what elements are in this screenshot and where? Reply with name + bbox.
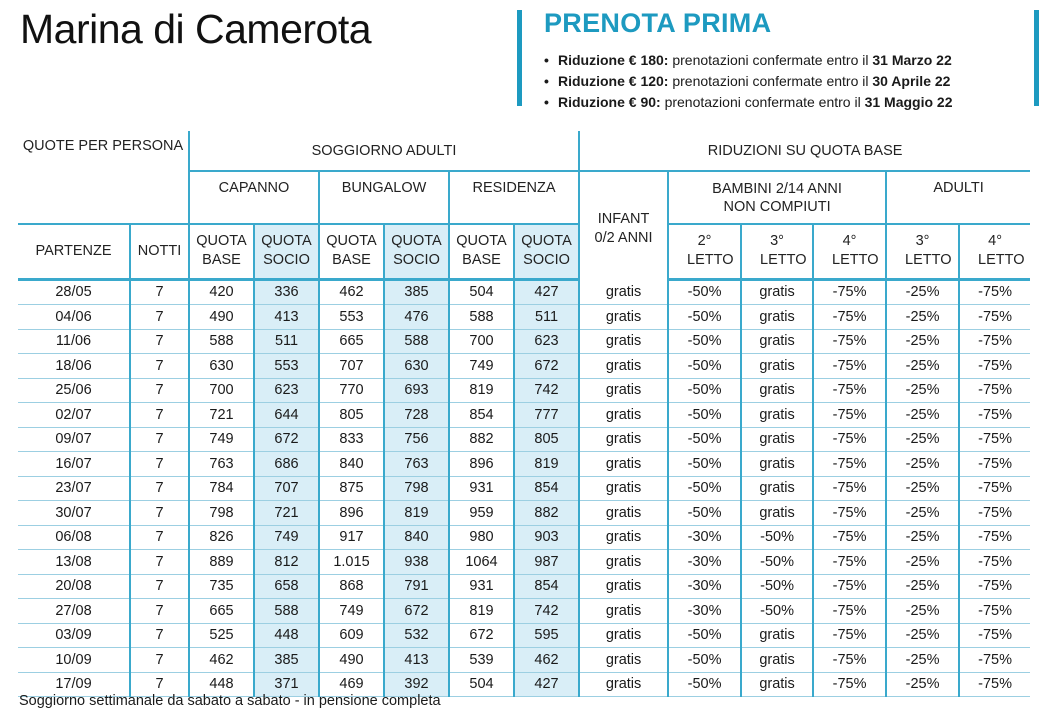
footer-note: Soggiorno settimanale da sabato a sabato - in pensione completa [19, 693, 441, 709]
cell-partenza: 06/08 [18, 525, 130, 550]
cell-bungalow-base: 490 [319, 648, 384, 673]
cell-partenza: 30/07 [18, 501, 130, 526]
cell-adulti-3-letto: -25% [886, 525, 959, 550]
cell-capanno-base: 525 [189, 623, 254, 648]
cell-residenza-base: 700 [449, 329, 514, 354]
cell-adulti-3-letto: -25% [886, 550, 959, 575]
cell-bambini-4-letto: -75% [813, 427, 886, 452]
cell-adulti-3-letto: -25% [886, 354, 959, 379]
cell-capanno-base: 784 [189, 476, 254, 501]
cell-bambini-4-letto: -75% [813, 648, 886, 673]
cell-capanno-socio: 812 [254, 550, 319, 575]
cell-capanno-socio: 588 [254, 599, 319, 624]
cell-infant: gratis [579, 672, 668, 697]
cell-infant: gratis [579, 452, 668, 477]
cell-infant: gratis [579, 648, 668, 673]
cell-bambini-2-letto: -50% [668, 672, 741, 697]
cell-bambini-2-letto: -30% [668, 550, 741, 575]
cell-capanno-socio: 385 [254, 648, 319, 673]
promo-item [544, 50, 953, 71]
cell-bambini-4-letto: -75% [813, 550, 886, 575]
cell-partenza: 20/08 [18, 574, 130, 599]
cell-residenza-socio: 882 [514, 501, 579, 526]
cell-bungalow-socio: 756 [384, 427, 449, 452]
cell-bungalow-base: 875 [319, 476, 384, 501]
cell-bambini-3-letto: gratis [741, 305, 813, 330]
cell-bungalow-socio: 413 [384, 648, 449, 673]
header-soggiorno-adulti: SOGGIORNO ADULTI [189, 131, 579, 171]
header-capanno: CAPANNO [189, 171, 319, 224]
promo-date: 31 Marzo 22 [872, 52, 952, 68]
cell-residenza-base: 931 [449, 574, 514, 599]
cell-residenza-socio: 623 [514, 329, 579, 354]
header-bambini-2-letto: 2° LETTO [668, 224, 741, 279]
cell-infant: gratis [579, 550, 668, 575]
cell-capanno-base: 826 [189, 525, 254, 550]
cell-adulti-3-letto: -25% [886, 501, 959, 526]
cell-bungalow-socio: 763 [384, 452, 449, 477]
cell-bambini-3-letto: gratis [741, 279, 813, 305]
cell-adulti-3-letto: -25% [886, 648, 959, 673]
cell-bambini-4-letto: -75% [813, 525, 886, 550]
cell-bambini-4-letto: -75% [813, 501, 886, 526]
cell-capanno-socio: 553 [254, 354, 319, 379]
cell-residenza-base: 931 [449, 476, 514, 501]
cell-adulti-4-letto: -75% [959, 427, 1030, 452]
cell-bambini-2-letto: -50% [668, 501, 741, 526]
cell-residenza-socio: 805 [514, 427, 579, 452]
cell-partenza: 18/06 [18, 354, 130, 379]
cell-partenza: 11/06 [18, 329, 130, 354]
cell-bambini-2-letto: -50% [668, 378, 741, 403]
cell-bambini-3-letto: gratis [741, 672, 813, 697]
cell-bungalow-base: 665 [319, 329, 384, 354]
cell-bambini-4-letto: -75% [813, 623, 886, 648]
cell-adulti-4-letto: -75% [959, 403, 1030, 428]
header-adulti: ADULTI [886, 171, 1030, 224]
cell-adulti-4-letto: -75% [959, 599, 1030, 624]
cell-notti: 7 [130, 574, 189, 599]
cell-bungalow-socio: 728 [384, 403, 449, 428]
cell-residenza-socio: 595 [514, 623, 579, 648]
header-capanno-socio: QUOTA SOCIO [254, 224, 319, 279]
cell-bambini-2-letto: -50% [668, 476, 741, 501]
cell-capanno-socio: 413 [254, 305, 319, 330]
cell-adulti-4-letto: -75% [959, 501, 1030, 526]
cell-residenza-base: 1064 [449, 550, 514, 575]
cell-notti: 7 [130, 452, 189, 477]
cell-capanno-socio: 672 [254, 427, 319, 452]
cell-capanno-base: 721 [189, 403, 254, 428]
cell-bambini-3-letto: gratis [741, 476, 813, 501]
cell-capanno-base: 420 [189, 279, 254, 305]
cell-residenza-socio: 903 [514, 525, 579, 550]
header-bungalow: BUNGALOW [319, 171, 449, 224]
promo-text: prenotazioni confermate entro il [668, 73, 873, 89]
cell-bambini-4-letto: -75% [813, 305, 886, 330]
cell-capanno-base: 735 [189, 574, 254, 599]
cell-residenza-base: 882 [449, 427, 514, 452]
promo-label: Riduzione € 120: [558, 73, 669, 89]
cell-capanno-base: 490 [189, 305, 254, 330]
cell-bungalow-socio: 672 [384, 599, 449, 624]
cell-residenza-socio: 742 [514, 599, 579, 624]
cell-residenza-base: 539 [449, 648, 514, 673]
table-row [18, 550, 1030, 575]
cell-notti: 7 [130, 329, 189, 354]
cell-capanno-socio: 686 [254, 452, 319, 477]
cell-residenza-socio: 854 [514, 476, 579, 501]
table-row [18, 305, 1030, 330]
cell-notti: 7 [130, 550, 189, 575]
cell-bambini-2-letto: -50% [668, 354, 741, 379]
table-row [18, 476, 1030, 501]
cell-residenza-socio: 854 [514, 574, 579, 599]
cell-residenza-base: 504 [449, 279, 514, 305]
cell-bungalow-socio: 588 [384, 329, 449, 354]
cell-infant: gratis [579, 403, 668, 428]
cell-bungalow-socio: 476 [384, 305, 449, 330]
cell-residenza-base: 896 [449, 452, 514, 477]
cell-bungalow-base: 833 [319, 427, 384, 452]
cell-capanno-base: 462 [189, 648, 254, 673]
cell-adulti-4-letto: -75% [959, 476, 1030, 501]
cell-bungalow-base: 462 [319, 279, 384, 305]
cell-bungalow-base: 770 [319, 378, 384, 403]
table-row [18, 378, 1030, 403]
cell-bambini-2-letto: -50% [668, 452, 741, 477]
table-row [18, 279, 1030, 305]
cell-bambini-2-letto: -50% [668, 279, 741, 305]
cell-bungalow-socio: 392 [384, 672, 449, 697]
cell-adulti-3-letto: -25% [886, 427, 959, 452]
cell-notti: 7 [130, 279, 189, 305]
table-row [18, 452, 1030, 477]
cell-adulti-4-letto: -75% [959, 648, 1030, 673]
table-row [18, 329, 1030, 354]
cell-capanno-socio: 749 [254, 525, 319, 550]
header-bambini-4-letto: 4° LETTO [813, 224, 886, 279]
bullet-icon: • [544, 73, 549, 89]
cell-bambini-4-letto: -75% [813, 476, 886, 501]
cell-bungalow-socio: 791 [384, 574, 449, 599]
cell-bungalow-socio: 385 [384, 279, 449, 305]
cell-capanno-base: 665 [189, 599, 254, 624]
cell-infant: gratis [579, 501, 668, 526]
cell-adulti-4-letto: -75% [959, 354, 1030, 379]
cell-adulti-3-letto: -25% [886, 378, 959, 403]
cell-bambini-3-letto: -50% [741, 599, 813, 624]
promo-item [544, 71, 953, 92]
cell-notti: 7 [130, 648, 189, 673]
cell-bambini-3-letto: gratis [741, 427, 813, 452]
cell-capanno-socio: 658 [254, 574, 319, 599]
promo-heading: PRENOTA PRIMA [544, 8, 772, 38]
header-adulti-4-letto: 4° LETTO [959, 224, 1030, 279]
cell-capanno-base: 630 [189, 354, 254, 379]
table-row [18, 525, 1030, 550]
cell-bungalow-base: 469 [319, 672, 384, 697]
header-adulti-3-letto: 3° LETTO [886, 224, 959, 279]
cell-partenza: 23/07 [18, 476, 130, 501]
cell-capanno-base: 763 [189, 452, 254, 477]
cell-bungalow-base: 1.015 [319, 550, 384, 575]
cell-bungalow-base: 917 [319, 525, 384, 550]
table-row [18, 501, 1030, 526]
cell-partenza: 16/07 [18, 452, 130, 477]
table-row [18, 354, 1030, 379]
cell-residenza-socio: 777 [514, 403, 579, 428]
table-row [18, 403, 1030, 428]
cell-capanno-socio: 707 [254, 476, 319, 501]
bullet-icon: • [544, 52, 549, 68]
cell-adulti-3-letto: -25% [886, 452, 959, 477]
cell-partenza: 25/06 [18, 378, 130, 403]
header-riduzioni: RIDUZIONI SU QUOTA BASE [579, 131, 1030, 171]
cell-capanno-socio: 371 [254, 672, 319, 697]
cell-bambini-3-letto: gratis [741, 329, 813, 354]
table-row [18, 623, 1030, 648]
cell-partenza: 17/09 [18, 672, 130, 697]
cell-adulti-3-letto: -25% [886, 305, 959, 330]
cell-bambini-3-letto: -50% [741, 525, 813, 550]
cell-capanno-socio: 721 [254, 501, 319, 526]
table-row [18, 427, 1030, 452]
cell-adulti-4-letto: -75% [959, 305, 1030, 330]
cell-adulti-4-letto: -75% [959, 550, 1030, 575]
promo-label: Riduzione € 180: [558, 52, 669, 68]
cell-notti: 7 [130, 305, 189, 330]
cell-notti: 7 [130, 525, 189, 550]
cell-bambini-4-letto: -75% [813, 452, 886, 477]
cell-bambini-2-letto: -50% [668, 305, 741, 330]
cell-residenza-base: 672 [449, 623, 514, 648]
cell-adulti-3-letto: -25% [886, 476, 959, 501]
cell-notti: 7 [130, 599, 189, 624]
cell-bungalow-socio: 630 [384, 354, 449, 379]
cell-bambini-3-letto: gratis [741, 623, 813, 648]
cell-partenza: 13/08 [18, 550, 130, 575]
cell-residenza-socio: 427 [514, 279, 579, 305]
header-bungalow-socio: QUOTA SOCIO [384, 224, 449, 279]
cell-bambini-2-letto: -30% [668, 599, 741, 624]
cell-bambini-3-letto: gratis [741, 378, 813, 403]
cell-partenza: 02/07 [18, 403, 130, 428]
cell-bungalow-base: 609 [319, 623, 384, 648]
cell-notti: 7 [130, 403, 189, 428]
cell-bambini-2-letto: -30% [668, 574, 741, 599]
cell-partenza: 03/09 [18, 623, 130, 648]
cell-bungalow-socio: 840 [384, 525, 449, 550]
cell-infant: gratis [579, 378, 668, 403]
cell-adulti-3-letto: -25% [886, 599, 959, 624]
cell-adulti-4-letto: -75% [959, 329, 1030, 354]
cell-bambini-4-letto: -75% [813, 403, 886, 428]
cell-bungalow-socio: 938 [384, 550, 449, 575]
cell-residenza-socio: 672 [514, 354, 579, 379]
cell-bungalow-socio: 798 [384, 476, 449, 501]
cell-bungalow-base: 749 [319, 599, 384, 624]
header-quote-per-persona: QUOTE PER PERSONA [22, 138, 184, 154]
cell-partenza: 04/06 [18, 305, 130, 330]
cell-residenza-base: 819 [449, 599, 514, 624]
cell-bambini-3-letto: -50% [741, 550, 813, 575]
header-bambini-3-letto: 3° LETTO [741, 224, 813, 279]
cell-capanno-socio: 511 [254, 329, 319, 354]
promo-text: prenotazioni confermate entro il [668, 52, 873, 68]
cell-infant: gratis [579, 305, 668, 330]
cell-infant: gratis [579, 476, 668, 501]
price-table [18, 131, 1030, 697]
cell-residenza-base: 749 [449, 354, 514, 379]
promo-list [544, 50, 953, 113]
cell-residenza-base: 504 [449, 672, 514, 697]
cell-notti: 7 [130, 427, 189, 452]
cell-capanno-base: 700 [189, 378, 254, 403]
cell-residenza-socio: 511 [514, 305, 579, 330]
cell-bungalow-socio: 693 [384, 378, 449, 403]
cell-bungalow-socio: 532 [384, 623, 449, 648]
header-capanno-base: QUOTA BASE [189, 224, 254, 279]
cell-bungalow-base: 707 [319, 354, 384, 379]
cell-notti: 7 [130, 378, 189, 403]
cell-residenza-socio: 742 [514, 378, 579, 403]
cell-bambini-4-letto: -75% [813, 672, 886, 697]
cell-infant: gratis [579, 279, 668, 305]
cell-capanno-socio: 448 [254, 623, 319, 648]
promo-item [544, 92, 953, 113]
page-title: Marina di Camerota [20, 6, 372, 52]
cell-adulti-4-letto: -75% [959, 525, 1030, 550]
cell-bambini-4-letto: -75% [813, 378, 886, 403]
cell-capanno-socio: 644 [254, 403, 319, 428]
cell-notti: 7 [130, 354, 189, 379]
cell-notti: 7 [130, 501, 189, 526]
promo-label: Riduzione € 90: [558, 94, 661, 110]
cell-infant: gratis [579, 599, 668, 624]
cell-capanno-socio: 623 [254, 378, 319, 403]
cell-capanno-base: 749 [189, 427, 254, 452]
cell-bambini-2-letto: -50% [668, 623, 741, 648]
cell-bambini-4-letto: -75% [813, 279, 886, 305]
cell-infant: gratis [579, 354, 668, 379]
cell-bambini-2-letto: -50% [668, 648, 741, 673]
cell-capanno-socio: 336 [254, 279, 319, 305]
cell-residenza-socio: 462 [514, 648, 579, 673]
cell-residenza-socio: 427 [514, 672, 579, 697]
cell-bambini-3-letto: gratis [741, 452, 813, 477]
cell-notti: 7 [130, 623, 189, 648]
header-residenza-base: QUOTA BASE [449, 224, 514, 279]
cell-bambini-4-letto: -75% [813, 354, 886, 379]
cell-infant: gratis [579, 329, 668, 354]
cell-residenza-socio: 819 [514, 452, 579, 477]
cell-adulti-4-letto: -75% [959, 279, 1030, 305]
cell-residenza-socio: 987 [514, 550, 579, 575]
table-row [18, 574, 1030, 599]
cell-bungalow-base: 805 [319, 403, 384, 428]
cell-infant: gratis [579, 525, 668, 550]
cell-bambini-3-letto: gratis [741, 354, 813, 379]
cell-bambini-3-letto: gratis [741, 648, 813, 673]
cell-adulti-3-letto: -25% [886, 672, 959, 697]
cell-residenza-base: 959 [449, 501, 514, 526]
cell-bambini-3-letto: gratis [741, 501, 813, 526]
promo-date: 30 Aprile 22 [872, 73, 951, 89]
cell-notti: 7 [130, 672, 189, 697]
cell-capanno-base: 798 [189, 501, 254, 526]
cell-capanno-base: 889 [189, 550, 254, 575]
cell-adulti-3-letto: -25% [886, 329, 959, 354]
cell-bambini-2-letto: -50% [668, 403, 741, 428]
cell-partenza: 10/09 [18, 648, 130, 673]
cell-adulti-3-letto: -25% [886, 279, 959, 305]
cell-partenza: 09/07 [18, 427, 130, 452]
cell-adulti-4-letto: -75% [959, 623, 1030, 648]
promo-date: 31 Maggio 22 [864, 94, 953, 110]
cell-bungalow-base: 896 [319, 501, 384, 526]
cell-bungalow-base: 868 [319, 574, 384, 599]
header-infant: INFANT 0/2 ANNI [579, 171, 668, 279]
cell-bambini-3-letto: gratis [741, 403, 813, 428]
header-bungalow-base: QUOTA BASE [319, 224, 384, 279]
cell-adulti-3-letto: -25% [886, 623, 959, 648]
cell-bungalow-base: 553 [319, 305, 384, 330]
cell-capanno-base: 448 [189, 672, 254, 697]
cell-bambini-2-letto: -50% [668, 329, 741, 354]
cell-adulti-3-letto: -25% [886, 403, 959, 428]
cell-infant: gratis [579, 623, 668, 648]
cell-infant: gratis [579, 427, 668, 452]
cell-adulti-4-letto: -75% [959, 452, 1030, 477]
cell-residenza-base: 980 [449, 525, 514, 550]
cell-bambini-4-letto: -75% [813, 599, 886, 624]
cell-bambini-4-letto: -75% [813, 574, 886, 599]
cell-partenza: 27/08 [18, 599, 130, 624]
cell-residenza-base: 854 [449, 403, 514, 428]
cell-bungalow-base: 840 [319, 452, 384, 477]
promo-box [517, 8, 1039, 110]
cell-residenza-base: 588 [449, 305, 514, 330]
cell-bambini-3-letto: -50% [741, 574, 813, 599]
cell-adulti-4-letto: -75% [959, 672, 1030, 697]
cell-bungalow-socio: 819 [384, 501, 449, 526]
bullet-icon: • [544, 94, 549, 110]
cell-adulti-4-letto: -75% [959, 378, 1030, 403]
cell-bambini-2-letto: -30% [668, 525, 741, 550]
cell-bambini-2-letto: -50% [668, 427, 741, 452]
cell-partenza: 28/05 [18, 279, 130, 305]
header-residenza-socio: QUOTA SOCIO [514, 224, 579, 279]
cell-infant: gratis [579, 574, 668, 599]
cell-residenza-base: 819 [449, 378, 514, 403]
header-residenza: RESIDENZA [449, 171, 579, 224]
header-notti: NOTTI [130, 224, 189, 279]
cell-bambini-4-letto: -75% [813, 329, 886, 354]
price-rows [18, 279, 1030, 697]
cell-adulti-3-letto: -25% [886, 574, 959, 599]
table-row [18, 648, 1030, 673]
cell-capanno-base: 588 [189, 329, 254, 354]
cell-notti: 7 [130, 476, 189, 501]
cell-adulti-4-letto: -75% [959, 574, 1030, 599]
header-bambini: BAMBINI 2/14 ANNI NON COMPIUTI [668, 171, 886, 224]
promo-text: prenotazioni confermate entro il [660, 94, 865, 110]
table-row [18, 599, 1030, 624]
header-partenze: PARTENZE [18, 224, 130, 279]
